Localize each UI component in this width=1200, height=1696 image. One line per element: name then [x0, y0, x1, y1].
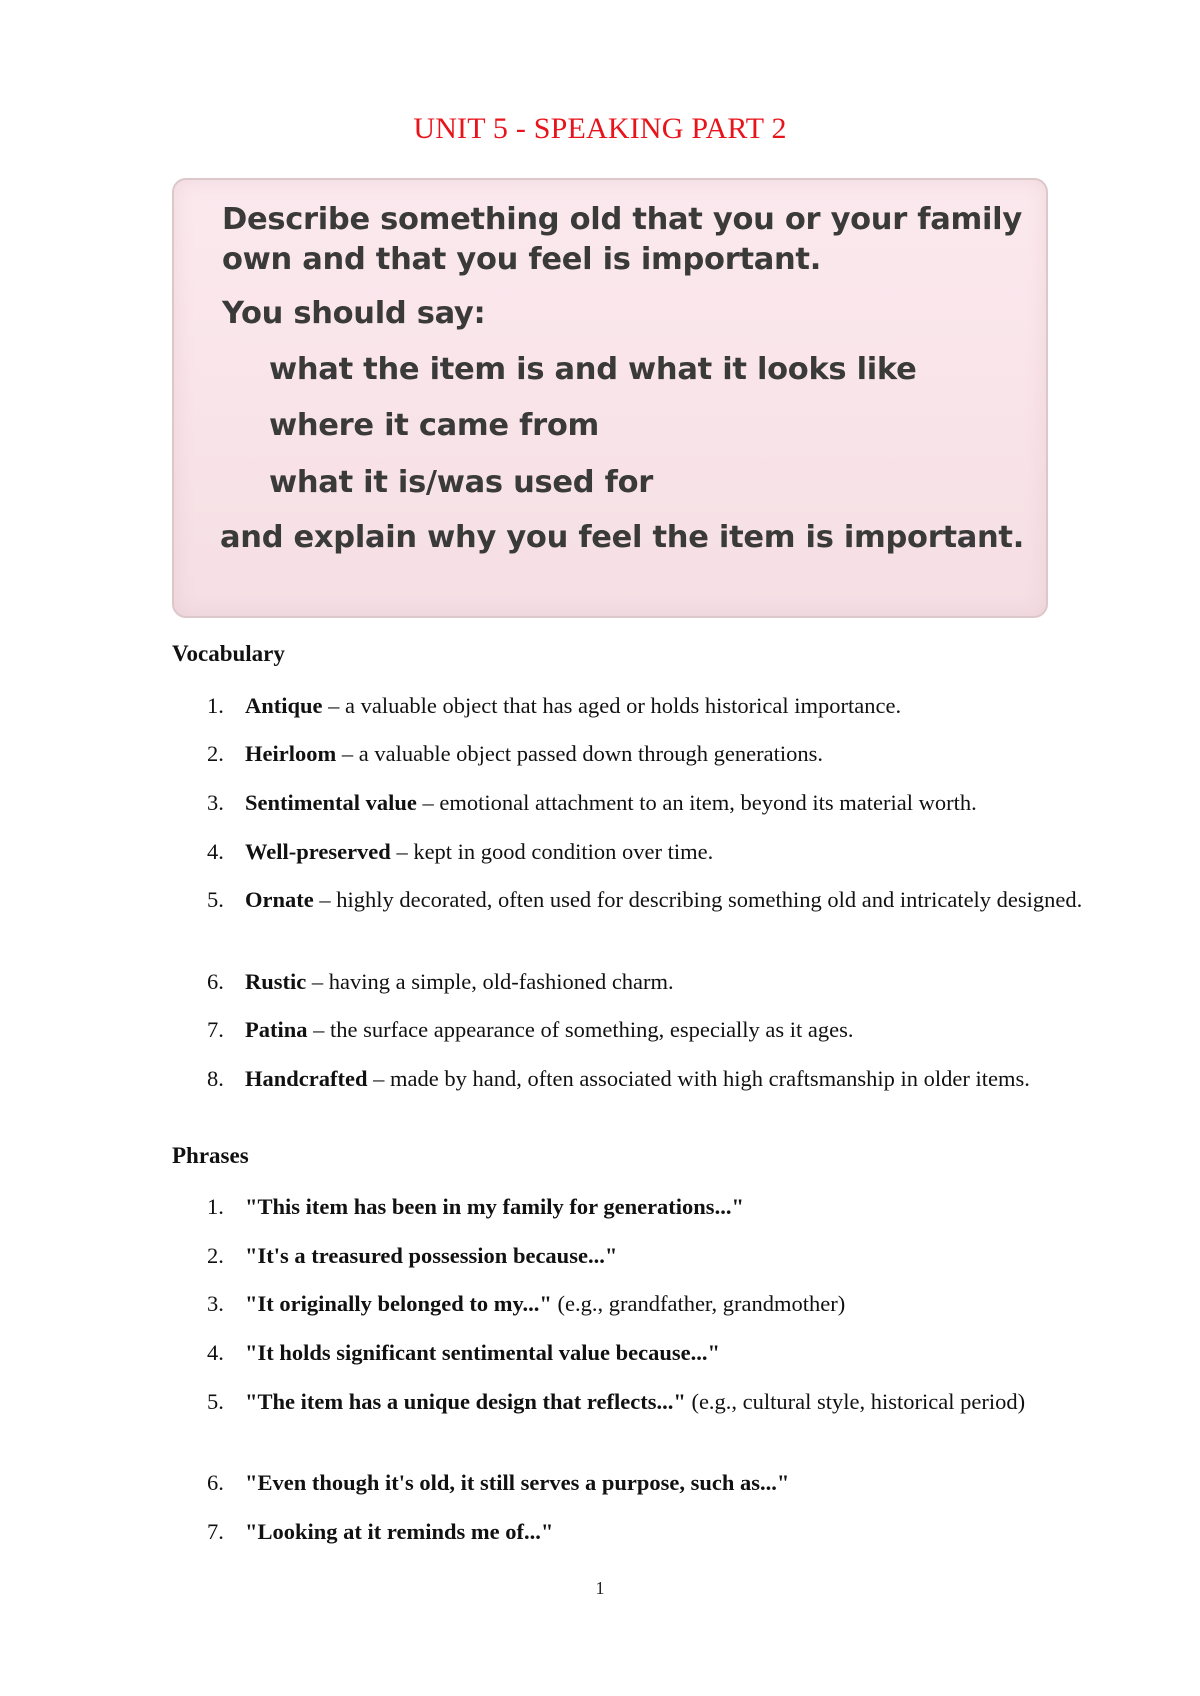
phrase-note: (e.g., cultural style, historical period): [685, 1389, 1026, 1414]
item-number: 1.: [207, 1194, 224, 1219]
vocabulary-heading: Vocabulary: [172, 641, 285, 666]
item-number: 5.: [207, 887, 224, 912]
phrase-quote: "Looking at it reminds me of...": [245, 1519, 554, 1544]
phrase-quote: "Even though it's old, it still serves a purpose, such as...": [245, 1470, 790, 1495]
cue-card: [172, 178, 1048, 618]
cue-card-line: and explain why you feel the item is important.: [220, 520, 1024, 555]
vocab-definition: – a valuable object that has aged or holds historical importance.: [322, 693, 902, 718]
phrases-heading: Phrases: [172, 1143, 249, 1168]
item-number: 4.: [207, 1340, 224, 1365]
page-title: UNIT 5 - SPEAKING PART 2: [413, 112, 787, 145]
vocab-term: Antique: [245, 693, 323, 718]
phrase-quote: "It's a treasured possession because...": [245, 1243, 618, 1268]
phrase-note: (e.g., grandfather, grandmother): [551, 1291, 846, 1316]
cue-card-line: You should say:: [222, 296, 486, 331]
vocab-definition: – a valuable object passed down through generations.: [336, 741, 823, 766]
vocab-definition: – the surface appearance of something, especially as it ages.: [307, 1017, 854, 1042]
phrase-quote: "This item has been in my family for generations...": [245, 1194, 744, 1219]
item-number: 5.: [207, 1389, 224, 1414]
vocab-term: Well-preserved: [245, 839, 391, 864]
item-number: 6.: [207, 1470, 224, 1495]
item-number: 2.: [207, 741, 224, 766]
item-number: 8.: [207, 1066, 224, 1091]
item-number: 3.: [207, 1291, 224, 1316]
item-number: 7.: [207, 1017, 224, 1042]
cue-card-line: where it came from: [269, 408, 599, 443]
vocab-definition: – made by hand, often associated with high craftsmanship in older items.: [367, 1066, 1030, 1091]
vocab-definition: – having a simple, old-fashioned charm.: [306, 969, 674, 994]
vocab-definition: – highly decorated, often used for describing something old and intricately designed.: [313, 887, 1083, 912]
cue-card-line: what the item is and what it looks like: [269, 352, 917, 387]
phrase-quote: "The item has a unique design that reflects...": [245, 1389, 686, 1414]
cue-card-line: own and that you feel is important.: [222, 242, 821, 277]
vocab-definition: – kept in good condition over time.: [390, 839, 714, 864]
page-number: 1: [595, 1578, 605, 1598]
item-number: 2.: [207, 1243, 224, 1268]
phrase-quote: "It originally belonged to my...": [245, 1291, 552, 1316]
cue-card-line: what it is/was used for: [269, 465, 653, 500]
vocab-term: Rustic: [245, 969, 307, 994]
vocab-term: Patina: [245, 1017, 308, 1042]
cue-card-line: Describe something old that you or your family: [222, 202, 1022, 237]
vocab-definition: – emotional attachment to an item, beyond its material worth.: [416, 790, 977, 815]
vocab-term: Handcrafted: [245, 1066, 368, 1091]
phrase-quote: "It holds significant sentimental value because...": [245, 1340, 721, 1365]
vocab-term: Ornate: [245, 887, 314, 912]
vocab-term: Heirloom: [245, 741, 337, 766]
vocab-term: Sentimental value: [245, 790, 417, 815]
item-number: 1.: [207, 693, 224, 718]
item-number: 7.: [207, 1519, 224, 1544]
item-number: 6.: [207, 969, 224, 994]
item-number: 4.: [207, 839, 224, 864]
item-number: 3.: [207, 790, 224, 815]
